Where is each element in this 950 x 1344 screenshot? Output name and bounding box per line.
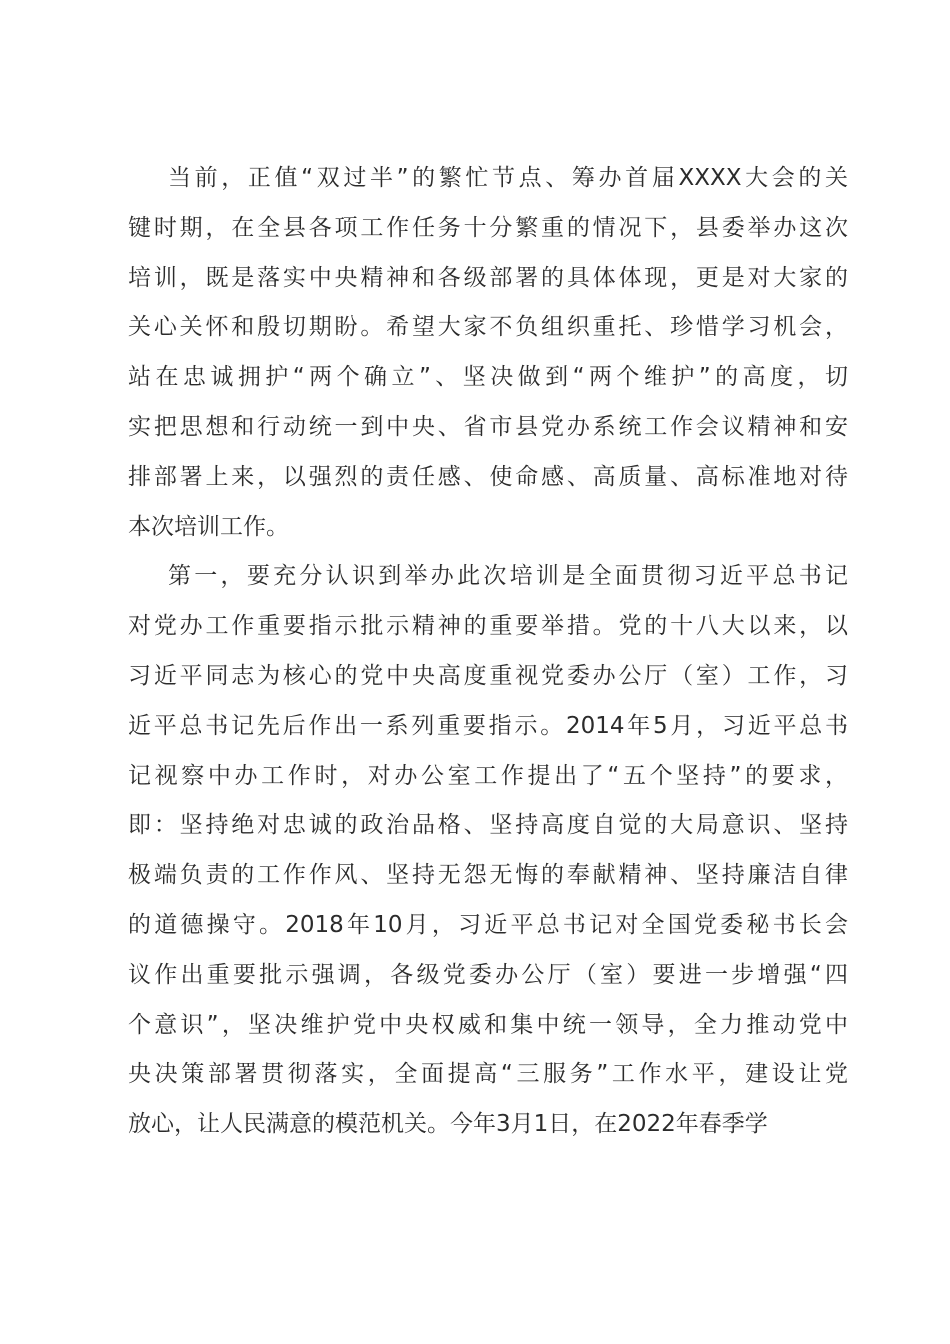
text-line: 对党办工作重要指示批示精神的重要举措。党的十八大以来，以: [128, 613, 848, 640]
text-line: 习近平同志为核心的党中央高度重视党委办公厅（室）工作，习: [128, 662, 848, 689]
text-line: 站在忠诚拥护“两个确立”、坚决做到“两个维护”的高度，切: [128, 364, 848, 391]
text-line: 的道德操守。2018年10月，习近平总书记对全国党委秘书长会: [128, 911, 848, 938]
text-line: 排部署上来，以强烈的责任感、使命感、高质量、高标准地对待: [128, 463, 848, 490]
text-line: 培训，既是落实中央精神和各级部署的具体体现，更是对大家的: [128, 264, 848, 291]
text-line: 极端负责的工作作风、坚持无怨无悔的奉献精神、坚持廉洁自律: [128, 862, 848, 889]
text-line: 记视察中办工作时，对办公室工作提出了“五个坚持”的要求，: [128, 762, 848, 789]
text-line: 议作出重要批示强调，各级党委办公厅（室）要进一步增强“四: [128, 961, 848, 988]
paragraph-intro: [128, 154, 848, 552]
text-line: 个意识”，坚决维护党中央权威和集中统一领导，全力推动党中: [128, 1011, 848, 1038]
text-line: 近平总书记先后作出一系列重要指示。2014年5月，习近平总书: [128, 712, 848, 739]
paragraph-first-point: [128, 552, 848, 1150]
text-line: 关心关怀和殷切期盼。希望大家不负组织重托、珍惜学习机会，: [128, 314, 848, 341]
text-line: 实把思想和行动统一到中央、省市县党办系统工作会议精神和安: [128, 413, 848, 440]
text-line: 放心，让人民满意的模范机关。今年3月1日，在2022年春季学: [128, 1111, 768, 1138]
text-line: 键时期，在全县各项工作任务十分繁重的情况下，县委举办这次: [128, 214, 848, 241]
text-line: 本次培训工作。: [128, 513, 289, 540]
text-line: 央决策部署贯彻落实，全面提高“三服务”工作水平，建设让党: [128, 1061, 848, 1088]
document-body: [128, 154, 848, 1150]
text-line: 第一，要充分认识到举办此次培训是全面贯彻习近平总书记: [168, 563, 848, 590]
text-line: 当前，正值“双过半”的繁忙节点、筹办首届XXXX大会的关: [168, 165, 848, 191]
text-line: 即：坚持绝对忠诚的政治品格、坚持高度自觉的大局意识、坚持: [128, 812, 848, 839]
